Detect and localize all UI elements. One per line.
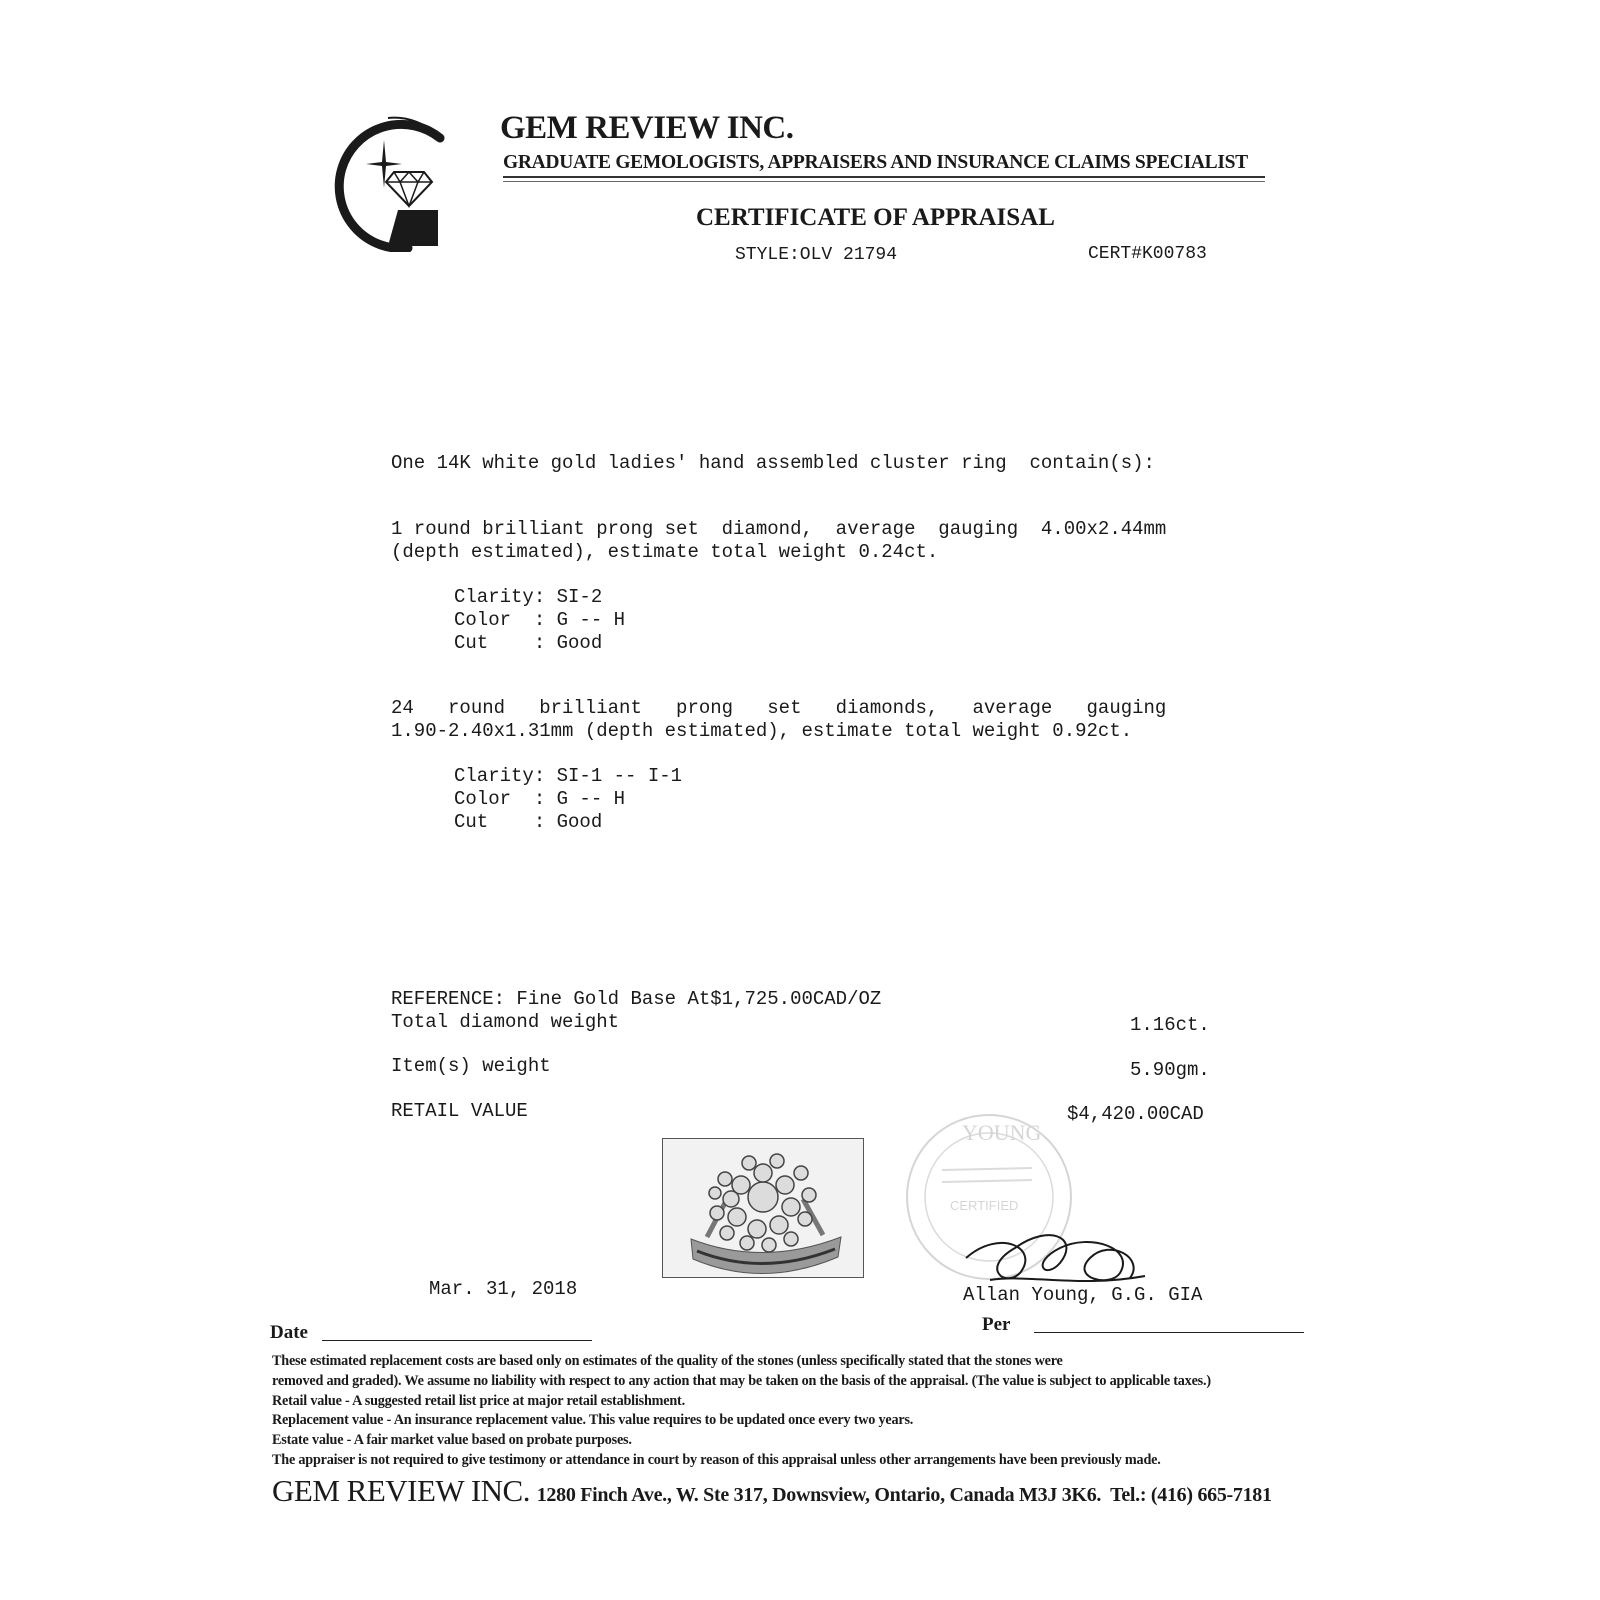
stone-1-line-2: (depth estimated), estimate total weight 0.24ct.	[391, 541, 939, 563]
per-label: Per	[982, 1314, 1011, 1335]
disclaimer-line: removed and graded). We assume no liability with respect to any action that may be taken on the basis of the appraisal. (The value is subject to applicable taxes.)	[272, 1372, 1211, 1389]
disclaimer-line: Estate value - A fair market value based on probate purposes.	[272, 1432, 632, 1449]
cert-number: CERT#K00783	[1088, 244, 1207, 264]
stone-1-cut: Cut : Good	[454, 632, 603, 654]
total-diamond-weight-label: Total diamond weight	[391, 1011, 620, 1033]
stone-1-clarity: Clarity: SI-2	[454, 586, 603, 608]
date-signature-line	[322, 1340, 592, 1341]
appraisal-date: Mar. 31, 2018	[429, 1278, 578, 1300]
total-diamond-weight-value: 1.16ct.	[1130, 1014, 1210, 1036]
appraiser-name: Allan Young, G.G. GIA	[963, 1284, 1203, 1306]
footer-address: 1280 Finch Ave., W. Ste 317, Downsview, Ontario, Canada M3J 3K6. Tel.: (416) 665-7181	[536, 1484, 1272, 1506]
header-rule	[503, 176, 1265, 178]
footer	[272, 1473, 1272, 1509]
per-signature-line	[1034, 1332, 1304, 1333]
company-logo	[328, 110, 456, 252]
stone-1-color: Color : G -- H	[454, 609, 626, 631]
retail-value-label: RETAIL VALUE	[391, 1100, 528, 1122]
retail-value-amount: $4,420.00CAD	[1067, 1103, 1204, 1125]
footer-company-name: GEM REVIEW INC.	[272, 1473, 530, 1508]
stone-2-line-1: 24 round brilliant prong set diamonds, average gauging	[391, 697, 1167, 719]
ring-photo	[662, 1138, 864, 1278]
style-number: STYLE:OLV 21794	[735, 245, 898, 265]
item-description: One 14K white gold ladies' hand assembled cluster ring contain(s):	[391, 452, 1155, 474]
company-tagline: GRADUATE GEMOLOGISTS, APPRAISERS AND INSURANCE CLAIMS SPECIALIST	[503, 152, 1248, 173]
disclaimer-line: The appraiser is not required to give testimony or attendance in court by reason of this appraisal unless other arrangements have been previously made.	[272, 1451, 1161, 1468]
stone-2-cut: Cut : Good	[454, 811, 603, 833]
disclaimer-line: These estimated replacement costs are based only on estimates of the quality of the stones (unless specifically stated that the stones were	[272, 1353, 1063, 1369]
date-label: Date	[270, 1322, 308, 1343]
stone-2-clarity: Clarity: SI-1 -- I-1	[454, 765, 683, 787]
disclaimer-line: Retail value - A suggested retail list price at major retail establishment.	[272, 1392, 685, 1409]
seal-text-mid: CERTIFIED	[950, 1198, 1019, 1213]
item-weight-label: Item(s) weight	[391, 1055, 551, 1077]
header-rule-thin	[503, 181, 1265, 182]
reference-line: REFERENCE: Fine Gold Base At$1,725.00CAD/OZ	[391, 988, 882, 1010]
disclaimer-line: Replacement value - An insurance replacement value. This value requires to be updated once every two years.	[272, 1412, 914, 1429]
stone-1-line-1: 1 round brilliant prong set diamond, average gauging 4.00x2.44mm	[391, 518, 1167, 540]
stone-2-color: Color : G -- H	[454, 788, 626, 810]
seal-text-top: YOUNG	[962, 1120, 1042, 1145]
item-weight-value: 5.90gm.	[1130, 1059, 1210, 1081]
stone-2-line-2: 1.90-2.40x1.31mm (depth estimated), estimate total weight 0.92ct.	[391, 720, 1133, 742]
certificate-title: CERTIFICATE OF APPRAISAL	[696, 204, 1055, 231]
disclaimer	[272, 1352, 1352, 1471]
company-name: GEM REVIEW INC.	[500, 110, 794, 146]
